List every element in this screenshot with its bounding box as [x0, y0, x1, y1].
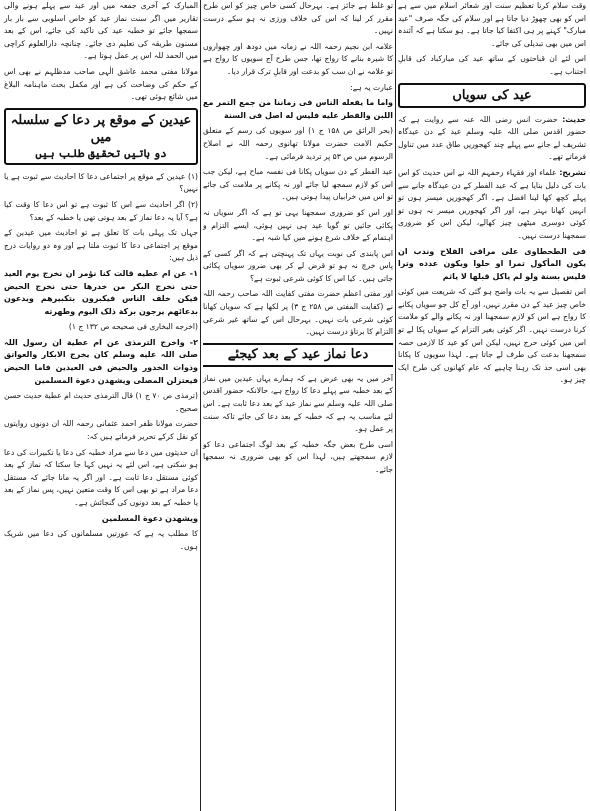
- paragraph: اور مفتی اعظم حضرت مفتی کفایت اللہ صاحب رحمہ اللہ نے (کفایت المفتی ص ۲۵۸ ج ۳) پر لکھا ہے کہ سویاں کھانا کوئی شرعی بات نہیں۔ بہرحال اس کے ساتھ غیر شرعی التزام کا برتاؤ درست نہیں۔: [203, 289, 393, 337]
- paragraph: عبارت یہ ہے:: [350, 82, 393, 92]
- right-column: [398, 0, 586, 390]
- label: تشریح:: [559, 167, 587, 177]
- column-rule: [200, 0, 201, 811]
- section-title: [4, 108, 198, 165]
- paragraph: (بحر الرائق ص ۱۵۸ ج ۱) اور سویوں کی رسم کے متعلق حکیم الامت حضرت مولانا تھانوی رحمہ اللہ نے اصلاح الرسوم میں ص ۵۳ پر تردید فرمائی ہے۔: [203, 126, 393, 161]
- paragraph: اور اس کو ضروری سمجھنا یہی تو ہے کہ اگر سویاں نہ پکائی جائیں تو گویا عید ہی نہیں ہوئی، ایسے التزام و اہتمام کے خلاف شرع ہونے میں کیا شبہ ہے۔: [203, 207, 393, 243]
- paragraph: تو غلط ہے جائز ہے۔ بہرحال کسی خاص چیز کو اس طرح مقرر کر لینا کہ اس کی خلاف ورزی نہ ہو سکے درست نہیں۔: [203, 1, 393, 36]
- paragraph: آخر میں یہ بھی عرض ہے کہ ہمارے یہاں عیدین میں نماز کے بعد خطبہ سے پہلے دعا کا رواج ہے، حالانکہ حضور اقدس صلی اللہ علیہ وسلم سے نماز عید کے بعد دعا ثابت ہے۔ اس لئے مناسب یہ ہے کہ خطبہ کے بعد دعا کی جائے تاکہ سنت پر عمل ہو۔: [203, 373, 393, 434]
- reference: (اخرجه البخاری فی صحیحه ص ۱۳۲ ج ۱): [68, 322, 198, 332]
- arabic-quote: ویشهدن دعوة المسلمین: [101, 513, 198, 523]
- section-title-text: عید کی سویاں: [452, 87, 532, 103]
- paragraph: [398, 114, 586, 164]
- section-title-line: عیدین کے موقع پر دعا کے سلسلہ میں: [10, 112, 192, 145]
- paragraph: وقت سلام کرنا تعظیم سنت اور شعائر اسلام میں سے ہے اس کو بھی چھوڑ دیا جاتا ہے اور سلام کی جگہ صرف "عید مبارک" کہنے پر ہی اکتفا کیا جاتا ہے۔ ہو سکتا ہے کہ آئندہ اس میں بھی تبدیلی کی جائے۔: [398, 1, 586, 48]
- arabic-quote: ۲- واخرج الترمذی عن ام عطیة ان رسول اللہ صلی اللہ علیه وسلم کان یخرج الابکار والعواتق وذوات الخدور والحیض فی العیدین فاما الحیض فیعتزلن المصلی ویشهدن دعوة المسلمین: [4, 337, 198, 385]
- paragraph: [398, 167, 586, 243]
- paragraph: المبارک کے آخری جمعہ میں اور عید سے پہلے ہونے والی تقاریر میں اگر سنت نماز عید کو خاص اسلوبی سے بار بار سمجھا جائے تو خطبہ عید کی تاکید کی جائے، اس کے بعد مسنون طریقہ کی تعلیم دی جائے۔ چنانچہ دارالعلوم کراچی میں الحمد للہ اس پر عمل ہوتا ہے۔: [4, 1, 198, 61]
- section-title: [398, 83, 586, 108]
- paragraph: عید الفطر کے دن سویاں پکانا فی نفسہ مباح ہے، لیکن جب اس کو لازم سمجھ لیا جائے اور نہ پکانے پر ملامت کی جائے تو اس میں خرابیاں پیدا ہوتی ہیں۔: [203, 167, 393, 202]
- paragraph: مولانا مفتی محمد عاشق الٰہی صاحب مدظلہم نے بھی اس کے حکم کی وضاحت کی ہے اور مکمل بحث ماہنامہ البلاغ میں شائع ہوئی تھی۔: [4, 66, 198, 102]
- paragraph: جہاں تک پہلی بات کا تعلق ہے تو احادیث میں عیدین کے موقع پر اجتماعی دعا کا ثبوت ملتا ہے اور وہ دو روایات درج ذیل ہیں:: [4, 228, 198, 263]
- paragraph: اس تفصیل سے یہ بات واضح ہو گئی کہ شریعت میں کوئی خاص چیز عید کے دن مقرر نہیں، اور آج کل جو سویاں پکانے کا رواج ہے اس کو لازم سمجھنا اور نہ پکانے والے کو ملامت کرنا درست نہیں۔ اگر کوئی بغیر التزام کے سویاں پکا لے تو اس میں کوئی حرج نہیں، لیکن اس کو عید کا لازمی حصہ سمجھنا بدعت کی طرف لے جاتا ہے۔ لہذا سویوں کا پکانا بھی اسی حد تک رہنا چاہیے کہ عام کھانوں کی طرح ایک چیز ہو۔: [398, 287, 586, 385]
- paragraph: علامہ ابن نجیم رحمہ اللہ نے زمانہ میں دودھ اور چھواروں کا شیرہ بنانے کا رواج تھا، جس طرح آج سویوں کا رواج ہے تو علامہ نے ان سب کو بدعت اور قابلِ ترک قرار دیا۔: [203, 41, 393, 76]
- paragraph-text: حضرت انس رضی اللہ عنہ سے روایت ہے کہ حضور اقدس صلی اللہ علیہ وسلم عید کے دن عیدگاہ تشریف لے جانے سے پہلے چند کھجوریں طاق عدد میں تناول فرماتے تھے۔: [398, 114, 586, 162]
- paragraph: اس لئے ان قباحتوں کے ساتھ عید کی مبارکباد کی قابلِ اجتناب ہے۔: [398, 54, 586, 76]
- reference: (ترمذی ص ۷۰ ج ۱) قال الترمذی حدیث ام عطیة حدیث حسن صحیح۔: [4, 391, 198, 413]
- section-title: دعا نماز عید کے بعد کیجئے: [203, 343, 393, 367]
- paragraph: اس پابندی کی نوبت یہاں تک پہنچتی ہے کہ اگر کسی کے پاس خرچ نہ ہو تو قرض لے کر بھی ضرور سویاں پکائی جاتی ہیں۔ کیا اس کا کوئی شرعی ثبوت ہے؟: [203, 248, 393, 283]
- question: (۱) عیدین کے موقع پر اجتماعی دعا کا احادیث سے ثبوت ہے یا نہیں؟: [4, 171, 198, 194]
- arabic-quote: ۱- عن ام عطیه قالت کنا نؤمر ان نخرج یوم العید حتی نخرج البکر من خدرها حتی نخرج الحیض فیکن خلف الناس فیکبرون بتکبیرهم ویدعون بدعائهم یرجون برکة ذلک الیوم وطهرته: [4, 268, 198, 316]
- paragraph: حضرت مولانا ظفر احمد عثمانی رحمہ اللہ ان دونوں روایتوں کو نقل کرکے تحریر فرماتے ہیں کہ:: [4, 419, 198, 442]
- left-column: [4, 0, 198, 556]
- paragraph-text: علماء اور فقہاء رحمہم اللہ نے اس حدیث کو اس بات کی دلیل بنایا ہے کہ عید الفطر کے دن عیدگاہ جانے سے پہلے کچھ کھا لینا افضل ہے۔ اگر کھجوریں میسر ہوں تو انہیں کھانا بہتر ہے، اور اگر کھجوریں میسر نہ ہوں تو کوئی دوسری میٹھی چیز کھالے، لیکن اس کو ضروری سمجھنا درست نہیں۔: [398, 167, 586, 240]
- paragraph: کا مطلب یہ ہے کہ عورتیں مسلمانوں کی دعا میں شریک ہوں۔: [4, 529, 198, 551]
- paragraph: اسی طرح بعض جگہ خطبہ کے بعد لوگ اجتماعی دعا کو لازم سمجھتے ہیں، لہذا اس کو بھی ضروری نہ سمجھا جائے۔: [203, 439, 393, 474]
- column-rule: [395, 0, 396, 811]
- paragraph: ان حدیثوں میں دعا سے مراد خطبہ کی دعا یا تکبیرات کی دعا ہو سکتی ہے، اس لئے یہ نہیں کہا جا سکتا کہ نماز کے بعد کوئی مستقل دعا ثابت ہے۔ اور اگر یہ مانا جائے کہ مستقل دعا مراد ہے تو بھی اس کا وقت متعین نہیں، پس نماز کے بعد یا خطبہ کے بعد دونوں کی گنجائش ہے۔: [4, 447, 198, 507]
- question: (۲) اگر احادیث سے اس کا ثبوت ہے تو اس دعا کا وقت کیا ہے؟ آیا یہ دعا نماز کے بعد ہوتی تھی یا خطبہ کے بعد؟: [4, 199, 198, 222]
- middle-column: [203, 0, 393, 480]
- section-title-line: دو باتیں تحقیق طلب ہیں: [35, 146, 167, 160]
- arabic-quote: واما ما یفعله الناس فی زماننا من جمع التمر مع اللبن والفطر علیه فلیس له اصل فی السنة: [203, 98, 393, 120]
- arabic-quote: فی الطحطاوی علی مراقی الفلاح وندب ان یکون المأکول تمرا او حلوا ویکون عدده وترا فلیس بسنة ولو لم یاکل قبلها لا یاثم: [398, 246, 586, 281]
- label: حدیث:: [562, 114, 586, 124]
